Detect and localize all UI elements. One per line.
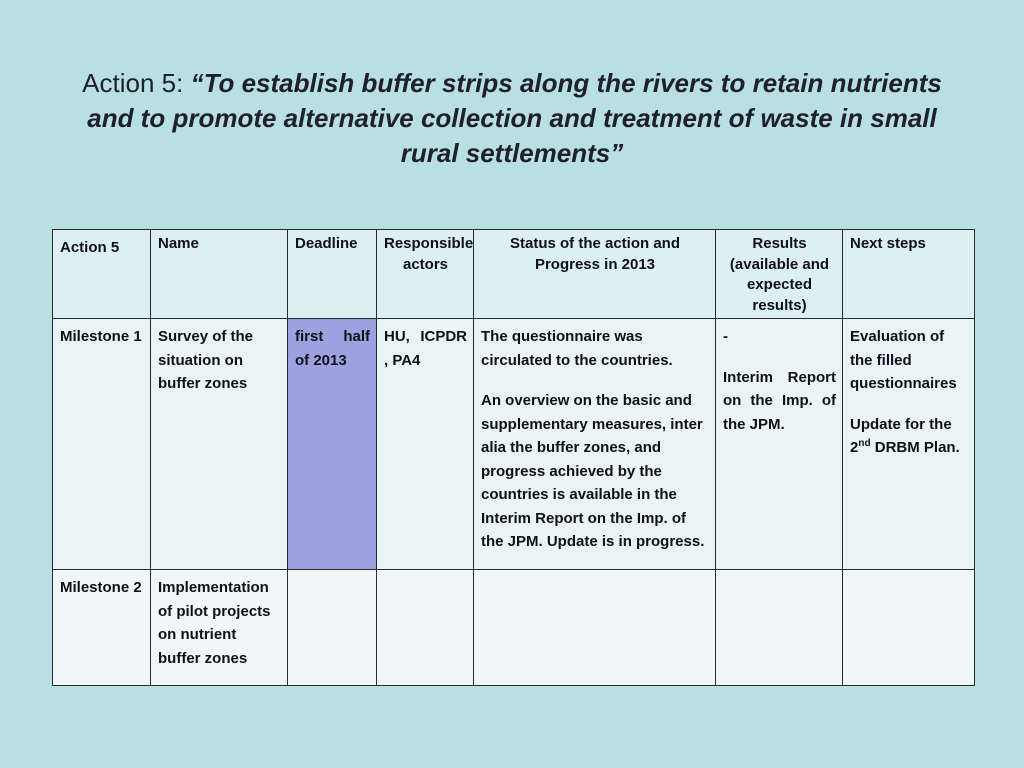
results-text: Interim Report on the Imp. of the JPM.: [723, 368, 836, 433]
milestone-1-results: [716, 319, 843, 570]
milestone-1-cell: [53, 319, 151, 570]
title-lead: Action 5:: [82, 68, 191, 98]
header-actors-label: Responsible actors: [384, 235, 474, 273]
header-results-label: Results (available and expected results): [729, 235, 830, 314]
milestone-1-deadline: [288, 319, 377, 570]
next-step-text: Evaluation of the filled questionnaires: [850, 328, 957, 392]
header-actors: [377, 230, 474, 319]
table-row: [53, 570, 975, 686]
header-row: [53, 230, 975, 319]
milestone-2-next-steps: [843, 570, 975, 686]
header-next-steps-label: Next steps: [850, 235, 926, 252]
milestone-2-cell: [53, 570, 151, 686]
milestone-label: Milestone 1: [60, 328, 142, 345]
name-text: Survey of the situation on buffer zones: [158, 328, 254, 392]
header-action: [53, 230, 151, 319]
milestone-1-name: [151, 319, 288, 570]
action-table: [52, 229, 975, 686]
milestone-2-results: [716, 570, 843, 686]
header-deadline: [288, 230, 377, 319]
ordinal-suffix: nd: [858, 438, 871, 449]
header-status-label: Status of the action and Progress in 2013: [509, 235, 680, 273]
milestone-1-actors: [377, 319, 474, 570]
table-row: [53, 319, 975, 570]
actors-text: HU, ICPDR , PA4: [384, 328, 467, 369]
header-deadline-label: Deadline: [295, 235, 358, 252]
header-name-label: Name: [158, 235, 199, 252]
next-step-text: [850, 413, 968, 460]
milestone-2-name: [151, 570, 288, 686]
header-action-label: Action 5: [60, 239, 120, 256]
results-dash: -: [723, 328, 728, 345]
milestone-label: Milestone 2: [60, 579, 142, 596]
status-paragraph: The questionnaire was circulated to the countries.: [481, 328, 673, 369]
milestone-2-status: [474, 570, 716, 686]
deadline-text: first half of 2013: [295, 328, 370, 369]
milestone-1-status: [474, 319, 716, 570]
milestone-1-next-steps: [843, 319, 975, 570]
header-results: [716, 230, 843, 319]
next-step-pre: Update for the 2: [850, 415, 952, 456]
header-next-steps: [843, 230, 975, 319]
name-text: Implementation of pilot projects on nutrient buffer zones: [158, 579, 271, 667]
slide-title: [60, 66, 964, 171]
header-status: [474, 230, 716, 319]
milestone-2-deadline: [288, 570, 377, 686]
next-step-post: DRBM Plan.: [870, 439, 960, 456]
milestone-2-actors: [377, 570, 474, 686]
status-paragraph: An overview on the basic and supplementary measures, inter alia the buffer zones, and progress achieved by the countries is available in the Interim Report on the Imp. of the JPM. Update is in progress.: [481, 392, 705, 550]
header-name: [151, 230, 288, 319]
title-quote: “To establish buffer strips along the rivers to retain nutrients and to promote alternative collection and treatment of waste in small rural settlements”: [87, 68, 942, 168]
